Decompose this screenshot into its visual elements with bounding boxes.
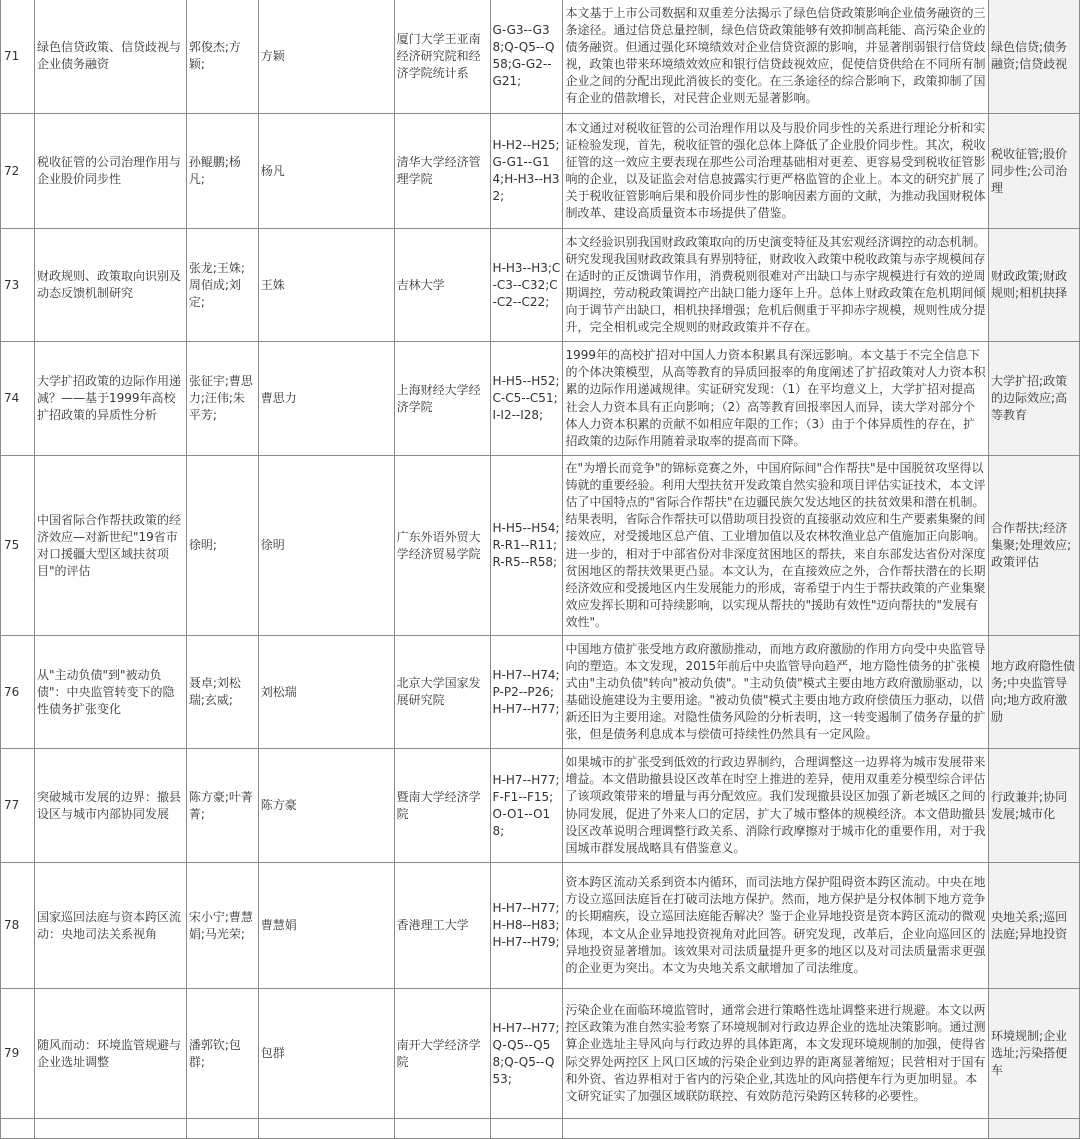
corresponding-author: 陈方豪 — [258, 749, 394, 863]
table-body — [1, 0, 1080, 1139]
abstract: 本文通过对税收征管的公司治理作用以及与股价同步性的关系进行理论分析和实证检验发现，首先，税收征管的强化总体上降低了企业股价同步性。其次，税收征管的这一效应主要表现在那些公司治理基础相对更差、更容易受到税收征管影响的企业，以及证监会对信息披露实行更严格监管的企业上。本文的研究扩展了关于税收征管影响后果和股价同步性的影响因素方面的文献，为推动我国财税体制改革、建设高质量资本市场提供了借鉴。 — [563, 114, 989, 229]
row-number: 72 — [1, 114, 35, 229]
keywords: 环境规制;企业选址;污染搭便车 — [989, 989, 1080, 1119]
institution: 北京大学国家发展研究院 — [394, 636, 490, 749]
row-number: 77 — [1, 749, 35, 863]
abstract: 资本跨区流动关系到资本内循环，而司法地方保护阻碍资本跨区流动。中央在地方设立巡回法庭旨在打破司法地方保护。然而，地方保护是分权体制下地方竞争的长期痼疾，设立巡回法庭能否解决？鉴于企业异地投资是资本跨区流动的微观体现，本文从企业异地投资视角对此回答。研究发现，改革后，企业向巡回区的异地投资显著增加。该效果对司法质量提升更多的地区以及对司法质量需求更强的企业更为突出。本文为央地关系文献增加了司法维度。 — [563, 863, 989, 989]
jel-codes: H-H7--H77;F-F1--F15;O-O1--O18; — [490, 749, 563, 863]
jel-codes: H-H2--H25;G-G1--G14;H-H3--H32; — [490, 114, 563, 229]
table-row — [1, 863, 1080, 989]
corresponding-author: 王姝 — [258, 229, 394, 342]
authors: 陈方豪;叶菁菁; — [186, 749, 258, 863]
row-number: 74 — [1, 342, 35, 456]
paper-title: 国家巡回法庭与资本跨区流动：央地司法关系视角 — [34, 863, 186, 989]
jel-codes: H-H7--H74;P-P2--P26;H-H7--H77; — [490, 636, 563, 749]
table-row — [1, 636, 1080, 749]
institution: 南开大学经济学院 — [394, 989, 490, 1119]
table-cell — [563, 1119, 989, 1139]
authors: 郭俊杰;方颖; — [186, 0, 258, 114]
corresponding-author: 杨凡 — [258, 114, 394, 229]
jel-codes: H-H7--H77;Q-Q5--Q58;Q-Q5--Q53; — [490, 989, 563, 1119]
paper-title: 财政规则、政策取向识别及动态反馈机制研究 — [34, 229, 186, 342]
paper-title: 大学扩招政策的边际作用递减？——基于1999年高校扩招政策的异质性分析 — [34, 342, 186, 456]
abstract: 中国地方债扩张受地方政府激励推动，而地方政府激励的作用方向受中央监管导向的塑造。本文发现，2015年前后中央监管导向趋严，地方隐性债务的扩张模式由"主动负债"转向"被动负债"。"主动负债"模式主要由地方政府激励驱动，以基础设施建设为主要用途。"被动负债"模式主要由地方政府偿债压力驱动，以借新还旧为主要用途。对隐性债务风险的分析表明，这一转变遏制了债务存量的扩张，但是债务利息成本与偿债可持续性仍然具有一定风险。 — [563, 636, 989, 749]
paper-title: 从"主动负债"到"被动负债"：中央监管转变下的隐性债务扩张变化 — [34, 636, 186, 749]
corresponding-author: 刘松瑞 — [258, 636, 394, 749]
row-number: 78 — [1, 863, 35, 989]
authors: 潘郭钦;包群; — [186, 989, 258, 1119]
table-row — [1, 989, 1080, 1119]
corresponding-author: 曹慧娟 — [258, 863, 394, 989]
keywords: 地方政府隐性债务;中央监管导向;地方政府激励 — [989, 636, 1080, 749]
authors: 徐明; — [186, 456, 258, 636]
authors: 聂卓;刘松瑞;玄威; — [186, 636, 258, 749]
corresponding-author: 包群 — [258, 989, 394, 1119]
table-row — [1, 1119, 1080, 1139]
abstract: 本文基于上市公司数据和双重差分法揭示了绿色信贷政策影响企业债务融资的三条途径。通过信贷总量控制，绿色信贷政策能够有效抑制高耗能、高污染企业的债务融资。但通过强化环境绩效对企业信贷资源的影响，并显著削弱银行信贷歧视，政策也带来环境绩效效应和银行信贷歧视效应，促使信贷供给在不同所有制企业之间的分配出现此消彼长的变化。在三条途径的综合影响下，政策抑制了国有企业的借款增长，对民营企业则无显著影响。 — [563, 0, 989, 114]
keywords: 财政政策;财政规则;相机抉择 — [989, 229, 1080, 342]
table-cell — [258, 1119, 394, 1139]
table-cell — [989, 1119, 1080, 1139]
institution: 暨南大学经济学院 — [394, 749, 490, 863]
table-cell — [34, 1119, 186, 1139]
keywords: 大学扩招;政策的边际效应;高等教育 — [989, 342, 1080, 456]
table-row — [1, 114, 1080, 229]
table-cell — [394, 1119, 490, 1139]
corresponding-author: 曹思力 — [258, 342, 394, 456]
paper-title: 中国省际合作帮扶政策的经济效应—对新世纪"19省市对口援疆大型区域扶贫项目"的评估 — [34, 456, 186, 636]
keywords: 绿色信贷;债务融资;信贷歧视 — [989, 0, 1080, 114]
row-number: 79 — [1, 989, 35, 1119]
row-number: 75 — [1, 456, 35, 636]
table-row — [1, 456, 1080, 636]
keywords: 央地关系;巡回法庭;异地投资 — [989, 863, 1080, 989]
abstract: 污染企业在面临环境监管时，通常会进行策略性选址调整来进行规避。本文以两控区政策为准自然实验考察了环境规制对行政边界企业的选址决策影响。通过测算企业选址主导风向与行政边界的具体距离，本文发现环境规制的加强，使得省际交界处两控区上风口区域的污染企业到边界的距离显著缩短；民营相对于国有和外资、省边界相对于省内的污染企业,其选址的风向搭便车行为更加明显。本文研究证实了加强区域联防联控、有效防范污染跨区转移的必要性。 — [563, 989, 989, 1119]
institution: 清华大学经济管理学院 — [394, 114, 490, 229]
institution: 广东外语外贸大学经济贸易学院 — [394, 456, 490, 636]
authors: 张征宇;曹思力;汪伟;朱平芳; — [186, 342, 258, 456]
jel-codes: H-H7--H77;H-H8--H83;H-H7--H79; — [490, 863, 563, 989]
table-cell — [490, 1119, 563, 1139]
institution: 上海财经大学经济学院 — [394, 342, 490, 456]
jel-codes: H-H3--H3;C-C3--C32;C-C2--C22; — [490, 229, 563, 342]
paper-title: 绿色信贷政策、信贷歧视与企业债务融资 — [34, 0, 186, 114]
keywords: 行政兼并;协同发展;城市化 — [989, 749, 1080, 863]
abstract: 如果城市的扩张受到低效的行政边界制约，合理调整这一边界将为城市发展带来增益。本文借助撤县设区改革在时空上推进的差异，使用双重差分模型综合评估了该项政策带来的增量与再分配效应。我们发现撤县设区加强了新老城区之间的协同发展，促进了外来人口的定居，扩大了城市整体的规模经济。本文借助撤县设区改革说明合理调整行政关系、消除行政摩擦对于城市化的重要作用，对于我国城市群发展战略具有借鉴意义。 — [563, 749, 989, 863]
jel-codes: G-G3--G38;Q-Q5--Q58;G-G2--G21; — [490, 0, 563, 114]
paper-title: 税收征管的公司治理作用与企业股价同步性 — [34, 114, 186, 229]
institution: 吉林大学 — [394, 229, 490, 342]
corresponding-author: 徐明 — [258, 456, 394, 636]
keywords: 合作帮扶;经济集聚;处理效应;政策评估 — [989, 456, 1080, 636]
row-number: 71 — [1, 0, 35, 114]
table-row — [1, 0, 1080, 114]
jel-codes: H-H5--H54;R-R1--R11;R-R5--R58; — [490, 456, 563, 636]
corresponding-author: 方颖 — [258, 0, 394, 114]
authors: 孙鲲鹏;杨凡; — [186, 114, 258, 229]
table-cell — [1, 1119, 35, 1139]
institution: 厦门大学王亚南经济研究院和经济学院统计系 — [394, 0, 490, 114]
institution: 香港理工大学 — [394, 863, 490, 989]
table-row — [1, 749, 1080, 863]
row-number: 76 — [1, 636, 35, 749]
jel-codes: H-H5--H52;C-C5--C51;I-I2--I28; — [490, 342, 563, 456]
abstract: 1999年的高校扩招对中国人力资本积累具有深远影响。本文基于不完全信息下的个体决策模型，从高等教育的异质回报率的角度阐述了扩招政策对人力资本积累的边际作用递减规律。实证研究发现：（1）在平均意义上，大学扩招对提高社会人力资本具有正向影响；（2）高等教育回报率因人而异，读大学对部分个体人力资本积累的贡献不如相应年限的工作；（3）由于个体异质性的存在，扩招政策的边际作用随着录取率的提高而下降。 — [563, 342, 989, 456]
table-cell — [186, 1119, 258, 1139]
abstract: 在"为增长而竞争"的锦标竞赛之外，中国府际间"合作帮扶"是中国脱贫攻坚得以铸就的重要经验。利用大型扶贫开发政策自然实验和项目评估实证技术，本文评估了中国特点的"省际合作帮扶"在边疆民族欠发达地区的扶贫效果和潜在机制。结果表明，省际合作帮扶可以借助项目投资的直接驱动效应和生产要素集聚的间接效应，对受援地区总产值、工业增加值以及农林牧渔业总产值施加正向影响。进一步的，相对于中部省份对非深度贫困地区的帮扶，来自东部发达省份对深度贫困地区的帮扶效果更凸显。本文认为，在直接效应之外，合作帮扶潜在的长期经济效应和受援地区内生发展能力的形成，寄希望于内生于帮扶政策的产业集聚效应发挥长期和可持续影响，以实现从帮扶的"援助有效性"迈向帮扶的"发展有效性"。 — [563, 456, 989, 636]
authors: 张龙;王姝;周佰成;刘定; — [186, 229, 258, 342]
table-row — [1, 342, 1080, 456]
row-number: 73 — [1, 229, 35, 342]
abstract: 本文经验识别我国财政政策取向的历史演变特征及其宏观经济调控的动态机制。研究发现我国财政政策具有界别特征，财政收入政策中税收政策与赤字规模间存在适时的正反馈调节作用，消费税则很难对产出缺口与赤字规模进行有效的逆周期调控，劳动税政策调控产出缺口能力逐年上升。总体上财政政策在危机期间倾向于调节产出缺口，相机抉择增强；危机后侧重于平抑赤字规模，规则性成分提升，完全相机或完全规则的财政政策并不存在。 — [563, 229, 989, 342]
table-row — [1, 229, 1080, 342]
keywords: 税收征管;股价同步性;公司治理 — [989, 114, 1080, 229]
authors: 宋小宁;曹慧娟;马光荣; — [186, 863, 258, 989]
paper-title: 突破城市发展的边界：撤县设区与城市内部协同发展 — [34, 749, 186, 863]
paper-title: 随风而动：环境监管规避与企业选址调整 — [34, 989, 186, 1119]
